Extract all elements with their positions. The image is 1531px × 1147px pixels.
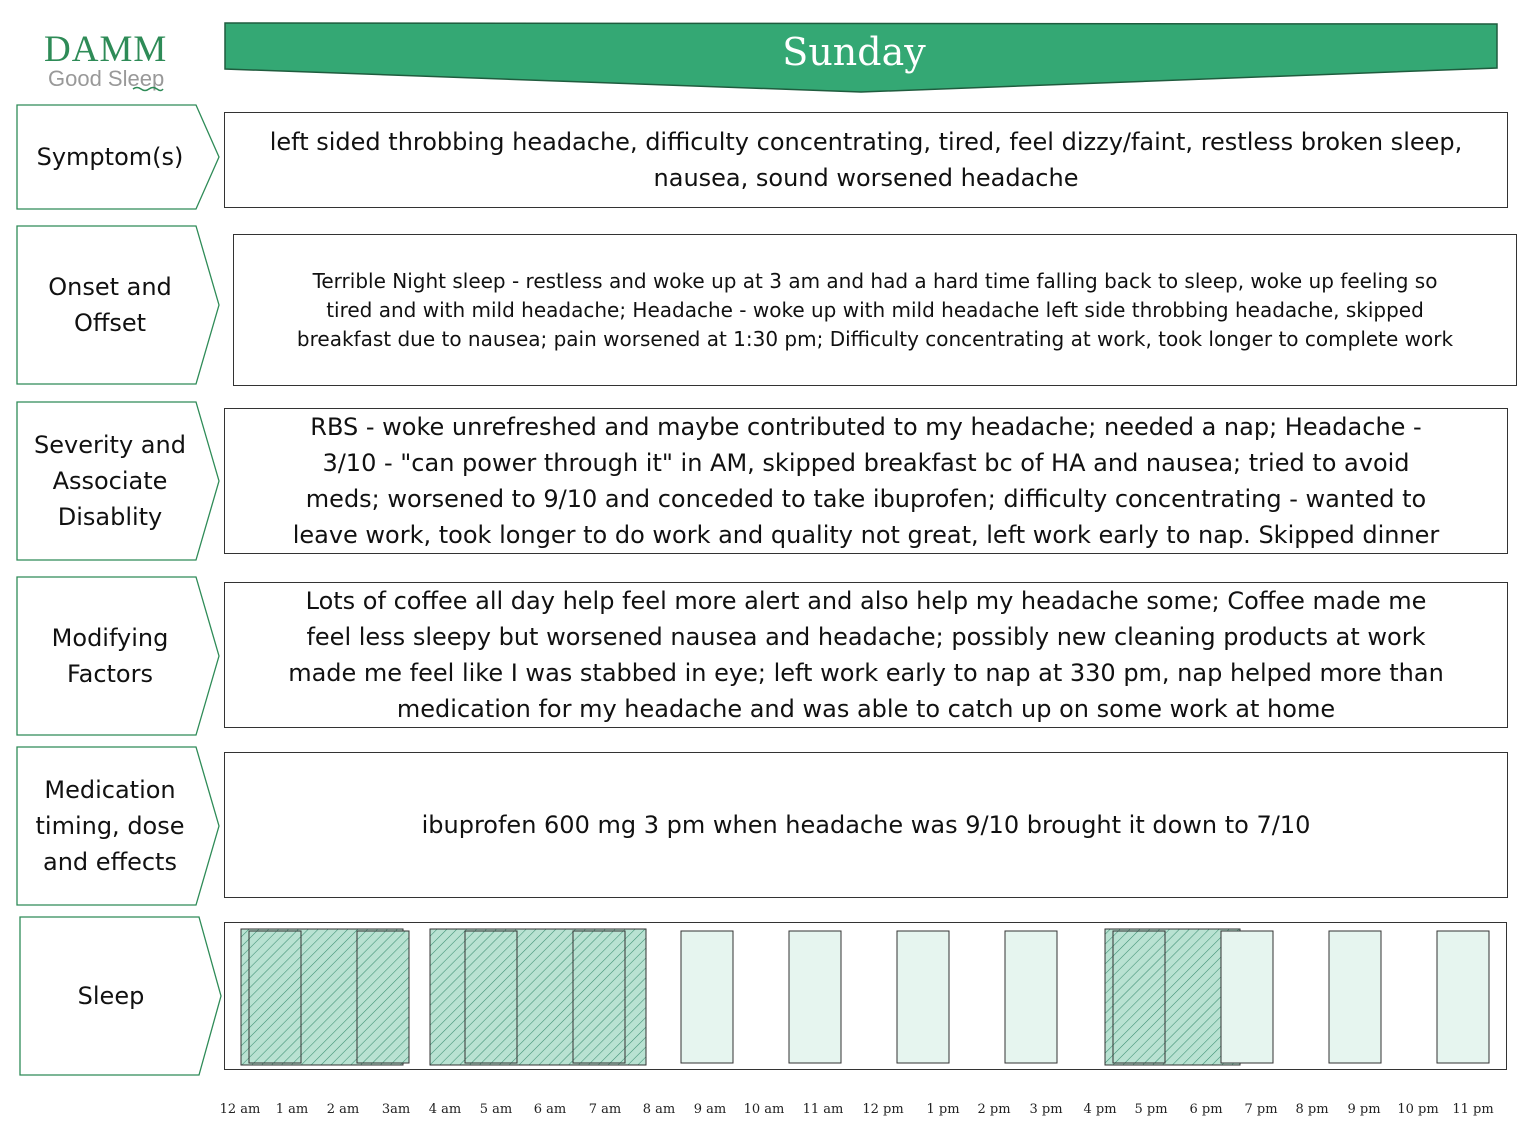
- hour-label: 9 pm: [1347, 1102, 1381, 1117]
- hour-label: 9 am: [693, 1102, 727, 1117]
- hour-label: 12 am: [219, 1102, 261, 1117]
- hour-label: 7 am: [588, 1102, 622, 1117]
- logo-wave-icon: [132, 86, 164, 92]
- hour-block-16: [1113, 931, 1165, 1063]
- hour-label: 8 pm: [1295, 1102, 1329, 1117]
- hour-label: 11 am: [802, 1102, 844, 1117]
- row-label-text: Sleep: [77, 982, 145, 1010]
- hour-label: 2 am: [326, 1102, 360, 1117]
- onset-offset-text: Terrible Night sleep - restless and woke up at 3 am and had a hard time falling back to sleep, woke up feeling so tired and with mild headache; Headache - woke up with mild headache left side throbbing headache, skipped breakfast due to nausea; pain worsened at 1:30 pm; Difficulty concentrating at work, took longer to complete work: [296, 268, 1454, 351]
- hour-label: 5 am: [479, 1102, 513, 1117]
- row-label-onset: [16, 225, 222, 385]
- medication-text: ibuprofen 600 mg 3 pm when headache was 9/10 brought it down to 7/10: [421, 811, 1311, 839]
- hour-block-10: [789, 931, 841, 1063]
- row-label-text: Severity and Associate Disablity: [34, 431, 186, 531]
- hour-block-6: [573, 931, 625, 1063]
- row-label-severity: [16, 401, 222, 561]
- sleep-timeline: [224, 922, 1507, 1070]
- hour-block-20: [1329, 931, 1381, 1063]
- row-label-text: Onset and Offset: [48, 273, 172, 337]
- hour-label: 10 am: [743, 1102, 785, 1117]
- row-label-symptoms: [16, 104, 222, 210]
- hour-label: 1 am: [275, 1102, 309, 1117]
- row-label-text: Medication timing, dose and effects: [35, 776, 185, 876]
- symptoms-box: [224, 112, 1508, 208]
- hour-block-22: [1437, 931, 1489, 1063]
- hour-label: 10 pm: [1397, 1102, 1439, 1117]
- hour-label: 5 pm: [1134, 1102, 1168, 1117]
- row-label-modifying: [16, 576, 222, 736]
- hour-label: 3am: [381, 1102, 411, 1117]
- damm-logo: [34, 18, 184, 94]
- day-title: Sunday: [782, 30, 926, 74]
- hour-block-2: [357, 931, 409, 1063]
- logo-main-text: DAMM: [44, 29, 168, 70]
- hour-label: 11 pm: [1452, 1102, 1494, 1117]
- hour-label: 6 pm: [1189, 1102, 1223, 1117]
- logo-sub-text: Good Sleep: [48, 66, 165, 91]
- hour-label: 4 am: [428, 1102, 462, 1117]
- hour-block-12: [897, 931, 949, 1063]
- severity-text: RBS - woke unrefreshed and maybe contributed to my headache; needed a nap; Headache - 3/10 - "can power through it" in AM, skipped breakfast bc of HA and nausea; tried to avoid meds; worsened to 9/10 and conceded to take ibuprofen; difficulty concentrating - wanted to leave work, took longer to do work and quality not great, left work early to nap. Skipped dinner: [292, 413, 1440, 549]
- row-label-text: Symptom(s): [36, 143, 184, 171]
- row-label-text: Modifying Factors: [51, 624, 169, 688]
- day-banner: [224, 20, 1500, 94]
- symptoms-text: left sided throbbing headache, difficulty concentrating, tired, feel dizzy/faint, restless broken sleep, nausea, sound worsened headache: [269, 128, 1463, 192]
- modifying-factors-text: Lots of coffee all day help feel more alert and also help my headache some; Coffee made me feel less sleepy but worsened nausea and headache; possibly new cleaning products at work made me feel like I was stabbed in eye; left work early to nap at 330 pm, nap helped more than medication for my headache and was able to catch up on some work at home: [288, 587, 1444, 723]
- hour-block-0: [249, 931, 301, 1063]
- hour-label: 4 pm: [1083, 1102, 1117, 1117]
- hour-label: 12 pm: [862, 1102, 904, 1117]
- hour-label: 7 pm: [1244, 1102, 1278, 1117]
- modifying-factors-box: [224, 582, 1508, 728]
- row-label-medication: [16, 746, 222, 906]
- sleep-chart: [225, 923, 1508, 1071]
- row-label-sleep: [16, 916, 222, 1076]
- hour-label: 3 pm: [1029, 1102, 1063, 1117]
- hour-block-14: [1005, 931, 1057, 1063]
- hour-block-18: [1221, 931, 1273, 1063]
- medication-box: [224, 752, 1508, 898]
- severity-box: [224, 408, 1508, 554]
- hour-block-4: [465, 931, 517, 1063]
- hour-block-8: [681, 931, 733, 1063]
- hour-label: 2 pm: [977, 1102, 1011, 1117]
- hour-label: 6 am: [533, 1102, 567, 1117]
- hour-label: 1 pm: [926, 1102, 960, 1117]
- hour-label: 8 am: [642, 1102, 676, 1117]
- onset-offset-box: [233, 234, 1517, 386]
